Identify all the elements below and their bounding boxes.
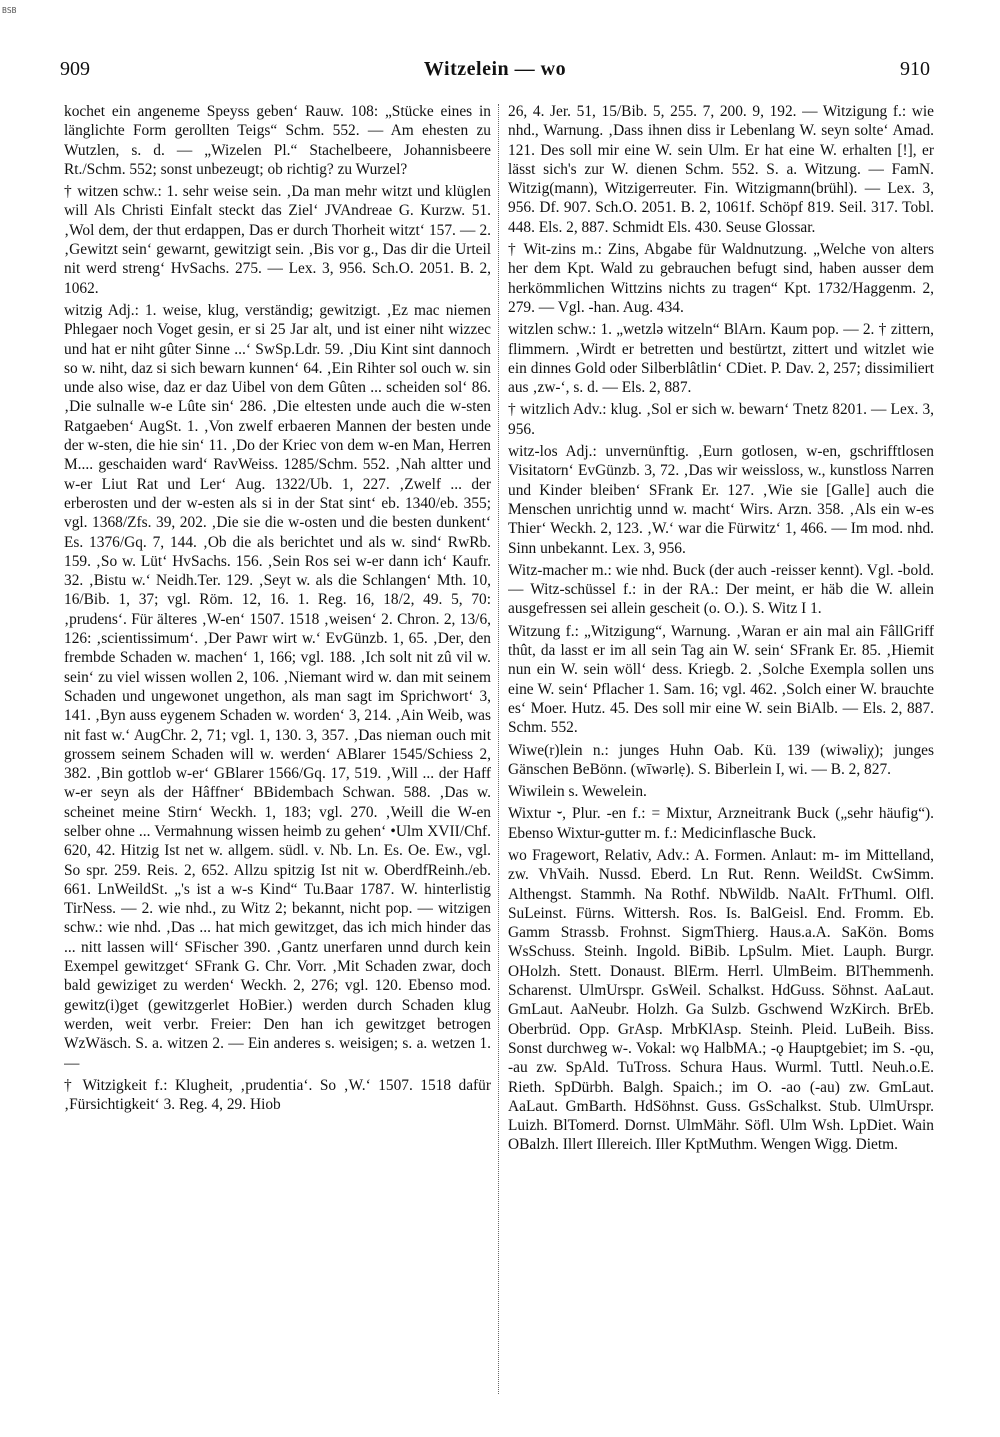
entry-paragraph: Wiwilein s. Wewelein. (508, 783, 647, 801)
entry-paragraph: Wixtur ⏑, Plur. -en f.: = Mixtur, Arzneitrank Buck („sehr häufig“). Ebenso Wixtur-gutter m. f.: Medicinflasche Buck. (508, 805, 934, 842)
page-number-right: 910 (900, 58, 930, 80)
entry-paragraph: witzig Adj.: 1. weise, klug, verständig; gewitzigt. ‚Ez mac niemen Phlegaer noch Voget gesin, er si 25 Jar alt, und ist einer niht wizzec und hat er niht gûter Sinne ...‘ SwSp.Ldr. 59. ‚Diu Kint sint dannoch so w. niht, daz si sich bewarn kunnen‘ 64. ‚Ein Rihter sol ouch w. sin unde also wise, daz er daz Uibel von dem Gûten ... scheiden sol‘ 86. ‚Die sulnalle w-e Lûte sin‘ 286. ‚Die eltesten unde auch die w-sten Ratgaeben‘ AugSt. 1. ‚Von zwelf erbaeren Mannen der besten unde der w-sten, die hie sin‘ 11. ‚Do der Kriec von dem w-en Man, Herren M.... geschaiden ward‘ RavWeiss. 1285/Schm. 552. ‚Nah altter und w-er Liut Rat und Ler‘ Aug. 1322/Ub. 1, 227. ‚Zwelf ... der erberosten und der w-esten als si in der Stat sint‘ eb. 1340/eb. 355; vgl. 1368/Zfs. 39, 202. ‚Die sie die w-osten und die besten dunkent‘ Es. 1376/Gq. 7, 144. ‚Ob die als berichtet und als w. sind‘ RwRb. 159. ‚So w. Lüt‘ HvSachs. 156. ‚Sein Ros sei w-er dann ich‘ Kaufr. 32. ‚Bistu w.‘ Neidh.Ter. 129. ‚Seyt w. als die Schlangen‘ Mth. 10, 16/Bib. 1, 37; vgl. Röm. 12, 16. 1. Reg. 16, 18/2, 49. 5, 70: ‚prudens‘. Für älteres ‚W-en‘ 1507. 1518 ‚weisen‘ 2. Chron. 2, 13/6, 126: ‚scientissimum‘. ‚Der Pawr wirt w.‘ EvGünzb. 1, 65. ‚Der, den frembde Schaden w. machen‘ 1, 166; vgl. 188. ‚Ich solt nit zû vil w. sein‘ zu viel wissen wollen 2, 106. ‚Niemant wird w. dan mit seinem Schaden und ungewonet ungethon, als man sagt im Sprichwort‘ 3, 141. ‚Byn auss eygenem Schaden w. worden‘ 3, 214. ‚Ain Weib, was nit fast w.‘ AugChr. 2, 71; vgl. 1, 130. 3, 357. ‚Das nieman ouch mit grossem seinem Schaden will w. werden‘ ABlarer 1545/Schiess 2, 382. ‚Bin gottlob w-er‘ GBlarer 1566/Gq. 17, 519. ‚Will ... der Haff w-er seyn als der Hâffner‘ BBidembach Schwan. 588. ‚Das w. scheinet meine Stirn‘ Weckh. 1, 183; vgl. 270. ‚Weill die W-en selber ohne ... Vermahnung wissen heimb zu gehen‘ •Ulm XVII/Chf. 620, 42. Hitzig Ist net w. allgem. südl. v. Nb. Ln. Es. Oe. Ew., vgl. So spr. 259. Reis. 2, 652. Allzu spitzig Ist nit w. OberdfReinh./eb. 661. LnWeildSt. „'s ist a w-s Kind“ Tu.Baar 1787. W. hinterlistig TirNess. — 2. wie nhd., zu Witz 2; bekannt, nicht pop. — witzigen schw.: wie nhd. ‚Das ... hat mich gewitzget, das ich mich hinder das ... nitt lassen will‘ SFischer 390. ‚Gantz unerfaren unnd durch kein Exempel gewitzget‘ SFrank G. Chr. Vorr. ‚Mit Schaden zwar, doch bald gewiziget zu werden‘ Weckh. 2, 276; vgl. 120. Ebenso mod. gewitz(i)get (gewitzgerlet HoBier.) werden durch Schaden klug werden, weit verbr. Freier: Den han ich gewitzget betrogen WzWäsch. S. a. witzen 2. — Ein anderes s. weisigen; s. a. wetzen 1. — (64, 301, 491, 1072)
running-title: Witzelein — wo (423, 58, 567, 80)
entry-paragraph: witzlen schw.: 1. „wetzlə witzeln“ BlArn. Kaum pop. — 2. † zittern, flimmern. ‚Wirdt er betretten und bestürtzt, zittert und witzlet wie ein dinnes Gold oder Silberblâtlin‘ CDiet. P. Dav. 2, 257; dissimiliert aus ‚zw-‘, s. d. — Els. 2, 887. (508, 321, 934, 397)
column-divider (498, 104, 499, 1394)
entry-paragraph: Wiwe(r)lein n.: junges Huhn Oab. Kü. 139 (wiwəliχ); junges Gänschen BeBönn. (wīwərlẹ). S. Biberlein I, wi. — B. 2, 827. (508, 741, 934, 778)
entry-paragraph: wo Fragewort, Relativ, Adv.: A. Formen. Anlaut: m- im Mittelland, zw. VhVaih. Nussd. Eberd. Ln Rut. Renn. WeildSt. CwSimm. Althengst. Stammh. Na Rothf. NbWildb. NaAlt. FrThuml. Olfl. SuLeinst. Fürns. Wittersh. Ros. Is. BalGeisl. End. Fromm. Eb. Gamm Strassb. Frohnst. SigmThierg. Haus.a.A. SaKön. Boms WsSchuss. Steinh. Ingold. BiBib. LpSulm. Miet. Lauph. Burgr. OHolzh. Stett. Donaust. BlErm. Herrl. UlmBeim. BlThemmenh. Scharenst. UlmUrspr. GsWeil. Schalkst. HdGuss. Söhnst. AaLaut. GmLaut. AaNeubr. Holzh. Ga Sulzb. Gschwend WzKirch. BrEb. Oberbrüd. Opp. GrAsp. MrbKlAsp. Steinh. Pleid. LuBeih. Biss. Sonst durchweg w-. Vokal: wǫ HalbMA.; -ǫ Hauptgebiet; im S. -ǫu, -au zw. SpAld. TuTross. Schura Haus. Wurml. Tuttl. Neuh.o.E. Rieth. SpDürbh. Balgh. Spaich.; im O. -ao (-au) zw. GmLaut. AaLaut. GmBarth. HdSöhnst. Guss. GsSchalkst. Stub. UlmUrspr. Luizh. BlTomerd. Dornst. UlmMähr. Söfl. Ulm Wsh. LpDiet. Wain OBalzh. Illert Illereich. Iller KptMuthm. Wengen Wigg. Dietm. (508, 846, 934, 1154)
entry-paragraph: † witzen schw.: 1. sehr weise sein. ‚Da man mehr witzt und klüglen will Als Christi Einfalt steckt das Ziel‘ JVAndreae G. Kurzw. 51. ‚Wol dem, der thut erdappen, Das er durch Thorheit witzt‘ 157. — 2. ‚Gewitzt sein‘ gewarnt, gewitzigt sein. ‚Bis vor g., Das dir die Urteil nit werd streng‘ HvSachs. 275. — Lex. 3, 956. Sch.O. 2051. B. 2, 1062. (64, 183, 491, 297)
entry-paragraph: kochet ein angeneme Speyss geben‘ Rauw. 108: „Stücke eines in länglichte Form gerollten Teigs“ Schm. 552. — Am ehesten zu Wutzlen, s. d. — „Wizelen Pl.“ Stachelbeere, Johannisbeere Rt./Schm. 552; sonst unbezeugt; ob richtig? zu Wurzel? (64, 103, 491, 178)
page-number-left: 909 (60, 58, 90, 80)
entry-paragraph: Witz-macher m.: wie nhd. Buck (der auch -reisser kennt). Vgl. -bold. — Witz-schüssel f.: in der RA.: Der meint, er häb die W. allein ausgefressen sei allein gescheit (o. O.). S. Witz I 1. (508, 561, 934, 618)
entry-paragraph: † witzlich Adv.: klug. ‚Sol er sich w. bewarn‘ Tnetz 8201. — Lex. 3, 956. (508, 401, 934, 438)
left-column (64, 102, 491, 1402)
entry-paragraph: † Witzigkeit f.: Klugheit, ‚prudentia‘. So ‚W.‘ 1507. 1518 dafür ‚Fürsichtigkeit‘ 3. Reg. 4, 29. Hiob (64, 1076, 491, 1114)
entry-paragraph: witz-los Adj.: unvernünftig. ‚Eurn gotlosen, w-en, gschrifftlosen Visitatorn‘ EvGünzb. 3, 72. ‚Das wir weissloss, w., kunstloss Narren und Kinder bleiben‘ SFrank Er. 127. ‚Wie sie [Galle] auch die Menschen unrichtig unnd w. macht‘ Wirs. Arzn. 358. ‚Als ein w-es Thier‘ Weckh. 2, 123. ‚W.‘ war die Fürwitz‘ 1, 466. — Im mod. nhd. Sinn unbekannt. Lex. 3, 956. (508, 443, 934, 557)
page-header (60, 58, 930, 86)
entry-paragraph: † Wit-zins m.: Zins, Abgabe für Waldnutzung. „Welche von alters her dem Kpt. Wald zu gebrauchen befugt sind, haben ausser dem herkömmlichen Wittzins nichts zu tragen“ Kpt. 1732/Haggenm. 2, 279. — Vgl. -han. Aug. 434. (508, 241, 934, 316)
right-column (508, 102, 934, 1402)
entry-paragraph: Witzung f.: „Witzigung“, Warnung. ‚Waran er ain mal ain FâllGriff thût, da lasst er im all sein Tag ain W. sein‘ SFrank Er. 85. ‚Hiemit nun ein W. sein wöll‘ dess. Kriegb. 2. ‚Solche Exempla sollen uns eine W. sein‘ Pflacher 1. Sam. 16; vgl. 462. ‚Solch einer W. brauchte es‘ Moer. Hutz. 45. Des soll mir eine W. sein BiAlb. — Els. 2, 887. Schm. 552. (508, 622, 934, 737)
entry-paragraph: 26, 4. Jer. 51, 15/Bib. 5, 255. 7, 200. 9, 192. — Witzigung f.: wie nhd., Warnung. ‚Dass ihnen diss ir Lebenlang W. seyn solte‘ Amad. 121. Des soll mir eine W. sein Ulm. Er hat eine W. erhalten [!], er lässt sich's zur W. dienen Schm. 552. S. a. Witzung. — FamN. Witzig(mann), Witzigerreuter. Fin. Witzigmann(brühl). — Lex. 3, 956. Df. 907. Sch.O. 2051. B. 2, 1061f. Schöpf 819. Seil. 317. Tobl. 448. Els. 2, 887. Schmidt Els. 430. Seuse Glossar. (508, 103, 934, 236)
library-stamp: BSB (2, 6, 17, 15)
